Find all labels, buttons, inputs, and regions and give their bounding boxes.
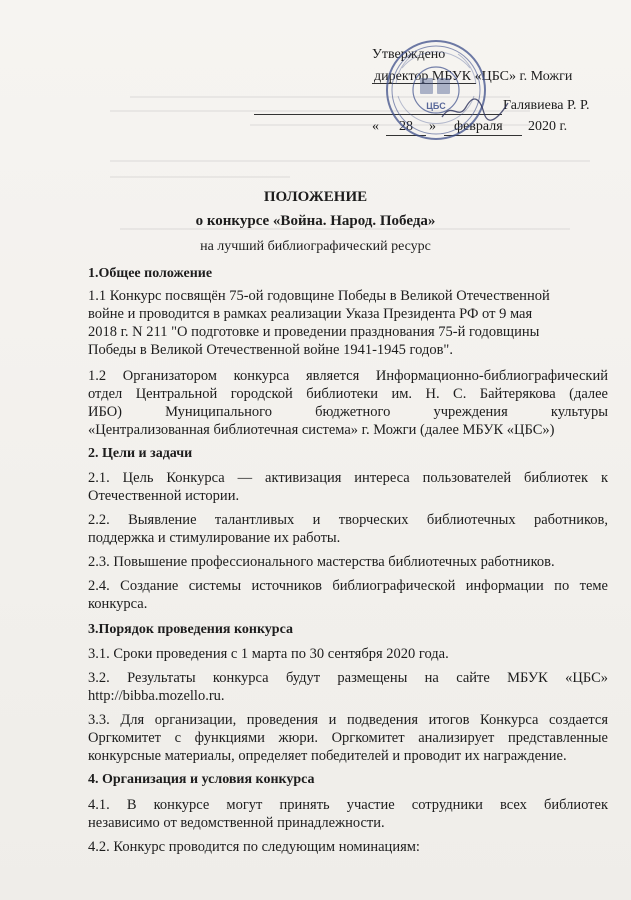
date-open-quote: « — [372, 119, 379, 134]
director-title: директор МБУК «ЦБС» г. Можги — [374, 69, 573, 84]
paragraph-3-2 — [88, 669, 608, 705]
bleed-through-line — [110, 160, 590, 162]
paragraph-4-1 — [88, 796, 608, 832]
paragraph-2-4 — [88, 577, 608, 613]
section-heading-procedure: 3.Порядок проведения конкурса — [88, 622, 293, 637]
official-stamp — [384, 38, 488, 142]
bleed-through-line — [110, 176, 290, 178]
section-heading-organization: 4. Организация и условия конкурса — [88, 772, 315, 787]
paragraph-4-2 — [88, 838, 608, 856]
paragraph-1-1 — [88, 287, 608, 359]
text-line: Отечественной истории. — [88, 488, 240, 504]
contest-name: о конкурсе «Война. Народ. Победа» — [195, 213, 436, 229]
paragraph-3-3 — [88, 711, 608, 765]
text-line: http://bibba.mozello.ru. — [88, 688, 225, 704]
text-line: 3.2. Результаты конкурса будут размещены на сайте МБУК «ЦБС» — [88, 670, 608, 686]
resource-subtitle: на лучший библиографический ресурс — [200, 239, 431, 254]
text-line: 4.2. Конкурс проводится по следующим номинациям: — [88, 839, 420, 855]
stamp-center-text: ЦБС — [426, 101, 446, 111]
text-line: поддержка и стимулирование их работы. — [88, 530, 341, 546]
document-title: ПОЛОЖЕНИЕ — [263, 189, 368, 205]
text-line: конкурсные материалы, определяет победителей и проводит их награждение. — [88, 748, 567, 764]
text-line: войне и проводится в рамках реализации Указа Президента РФ от 9 мая — [88, 306, 533, 322]
text-line: «Централизованная библиотечная система» г. Можги (далее МБУК «ЦБС») — [88, 422, 555, 438]
text-line: 1.2 Организатором конкурса является Информационно-библиографический — [88, 368, 608, 384]
section-heading-general: 1.Общее положение — [88, 266, 213, 281]
text-line: 3.3. Для организации, проведения и подведения итогов Конкурса создается — [88, 712, 608, 728]
text-line: 4.1. В конкурсе могут принять участие сотрудники всех библиотек — [88, 797, 608, 813]
date-day: 28 — [399, 119, 413, 134]
text-line: ИБО) Муниципального бюджетного учреждения культуры — [88, 404, 608, 420]
date-year: 2020 г. — [528, 119, 568, 134]
text-line: Оргкомитет с функциями жюри. Оргкомитет анализирует представленные — [88, 730, 608, 746]
text-line: отдел Центральной городской библиотеки им. Н. С. Байтерякова (далее — [88, 386, 608, 402]
text-line: 3.1. Сроки проведения с 1 марта по 30 сентября 2020 года. — [88, 646, 449, 662]
paragraph-1-2 — [88, 367, 608, 439]
text-line: 1.1 Конкурс посвящён 75-ой годовщине Победы в Великой Отечественной — [88, 288, 550, 304]
paragraph-2-1 — [88, 469, 608, 505]
text-line: 2.4. Создание системы источников библиографической информации по теме — [88, 578, 608, 594]
text-line: независимо от ведомственной принадлежности. — [88, 815, 385, 831]
text-line: 2018 г. N 211 "О подготовке и проведении празднования 75-й годовщины — [88, 324, 540, 340]
paragraph-3-1 — [88, 645, 608, 663]
approved-label: Утверждено — [372, 47, 446, 62]
date-close-quote: » — [429, 119, 436, 134]
text-line: Победы в Великой Отечественной войне 1941-1945 годов". — [88, 342, 453, 358]
text-line: конкурса. — [88, 596, 148, 612]
paragraph-2-2 — [88, 511, 608, 547]
section-heading-goals: 2. Цели и задачи — [88, 446, 193, 461]
text-line: 2.1. Цель Конкурса — активизация интереса пользователей библиотек к — [88, 470, 608, 486]
date-month: февраля — [454, 119, 503, 134]
signature-name: Галявиева Р. Р. — [503, 98, 590, 113]
paragraph-2-3 — [88, 553, 608, 571]
text-line: 2.3. Повышение профессионального мастерства библиотечных работников. — [88, 554, 555, 570]
text-line: 2.2. Выявление талантливых и творческих библиотечных работников, — [88, 512, 608, 528]
signature-scribble — [440, 95, 510, 125]
